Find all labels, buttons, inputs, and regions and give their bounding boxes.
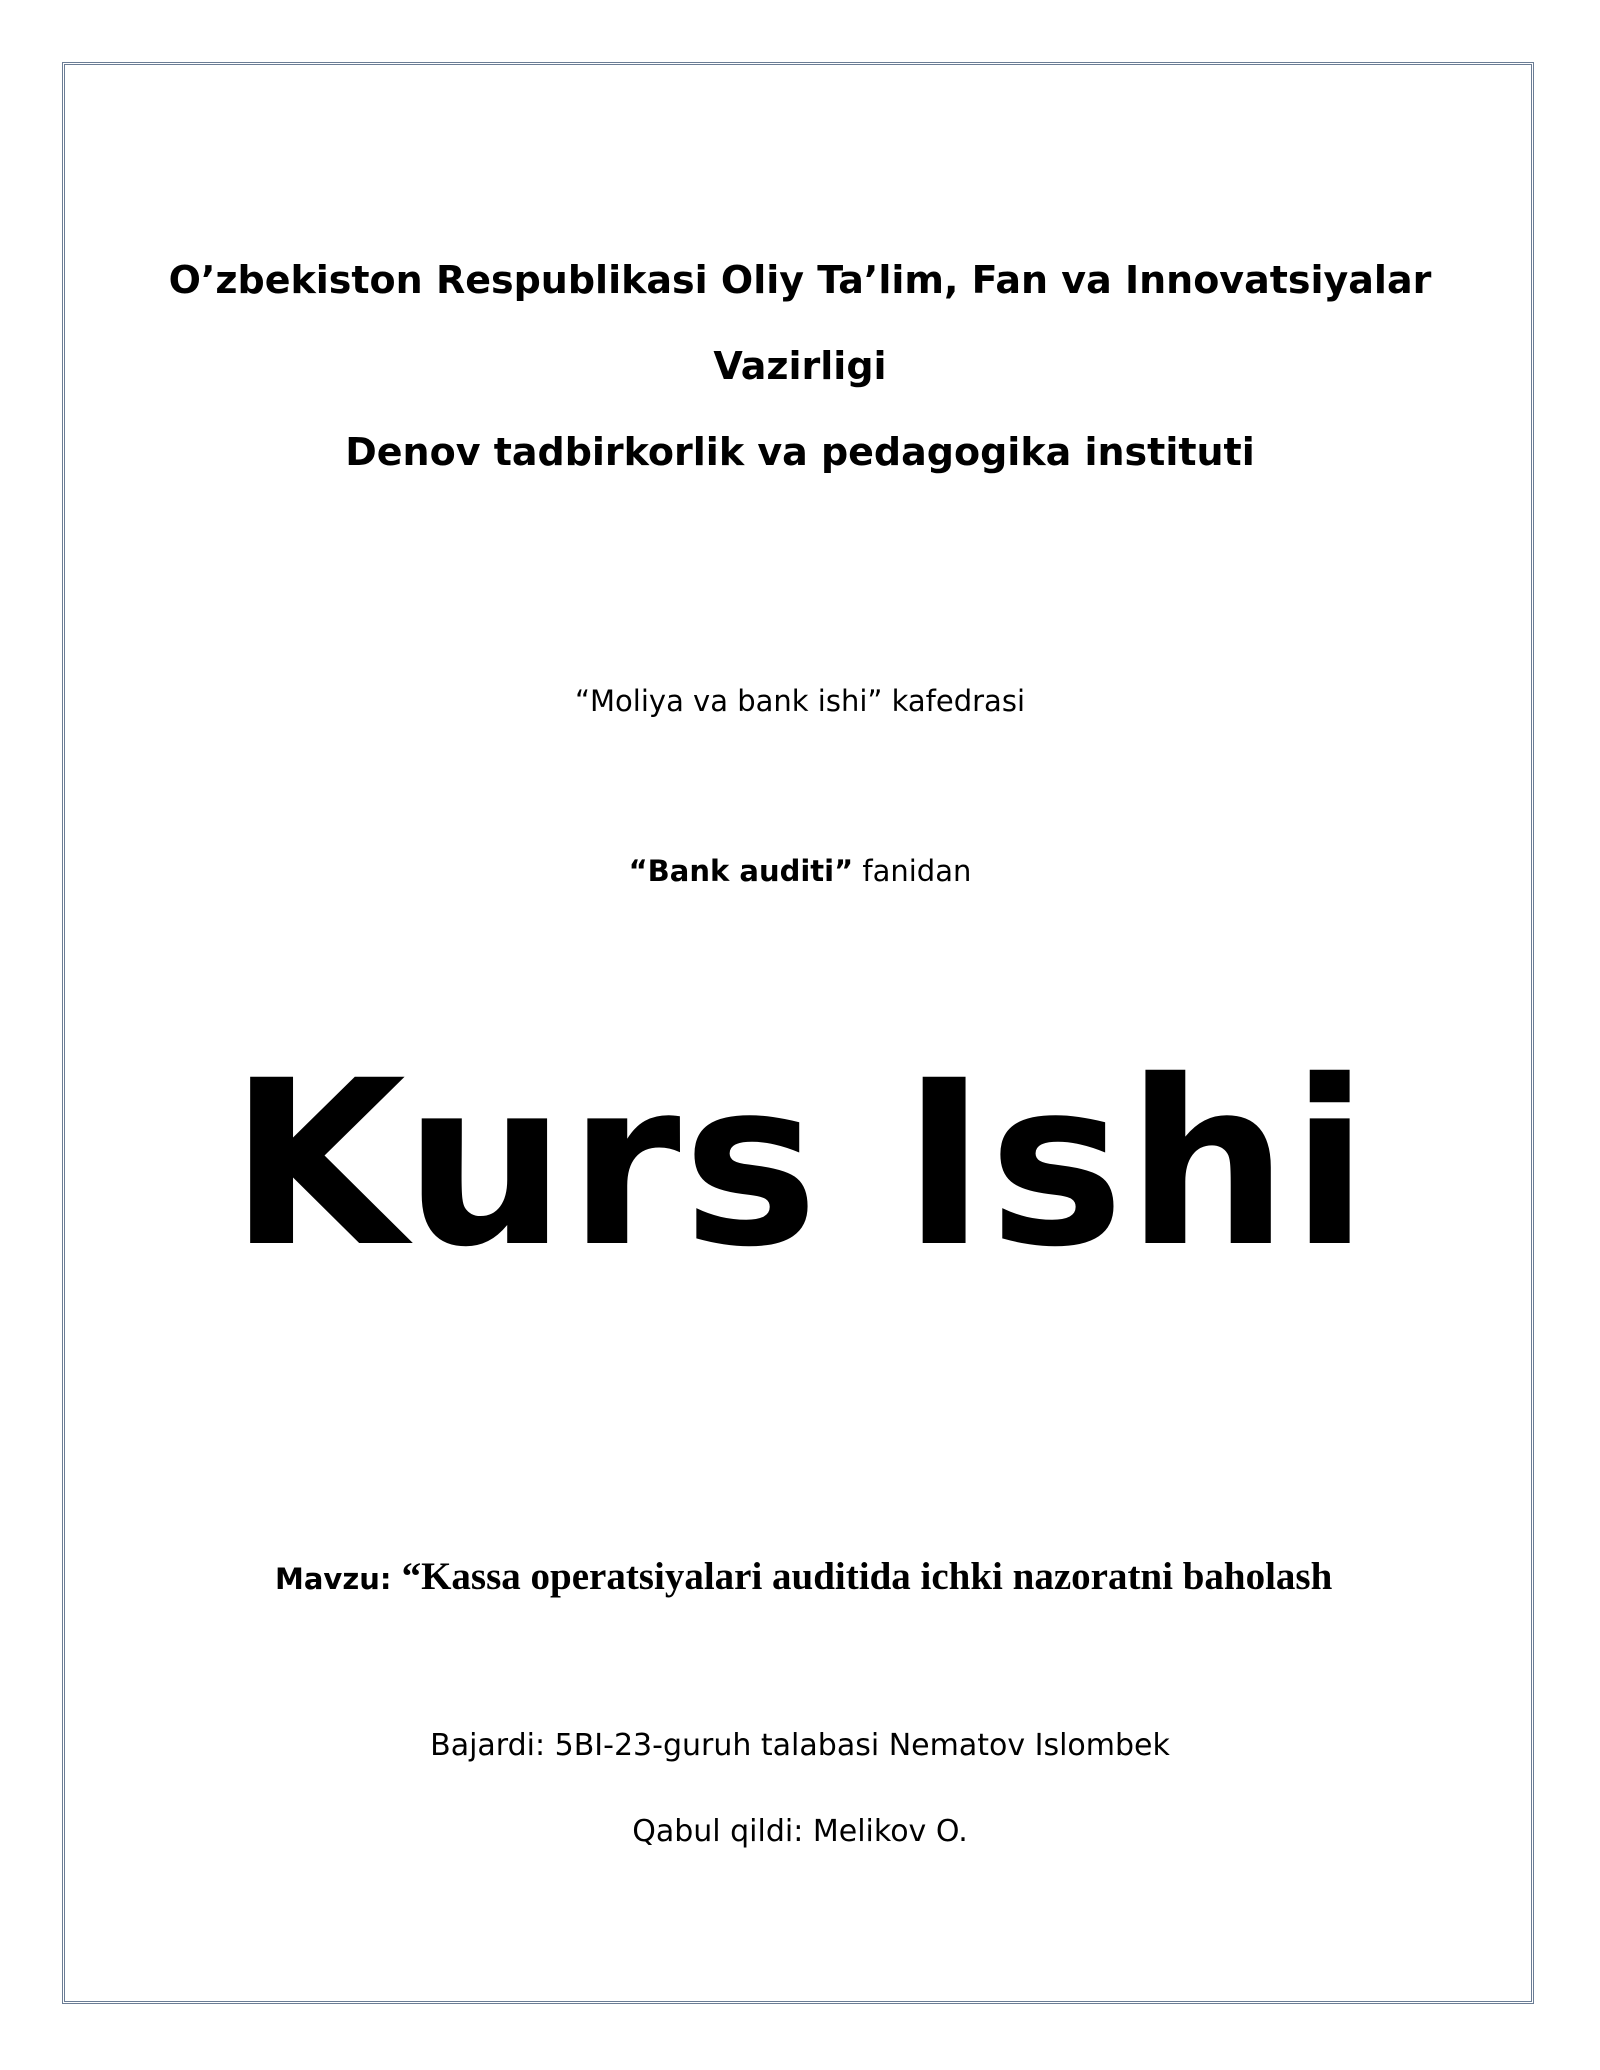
subject-suffix: fanidan [853,854,972,888]
subject-line [62,854,1538,888]
ministry-title-line1: O’zbekiston Respublikasi Oliy Ta’lim, Fan va Innovatsiyalar [168,258,1432,302]
ministry-title-line2: Vazirligi [713,344,887,388]
institute-name: Denov tadbirkorlik va pedagogika instituti [345,430,1255,474]
accepted-by-line: Qabul qildi: Melikov O. [632,1814,968,1849]
topic-text: “Kassa operatsiyalari auditida ichki nazoratni baholash [401,1555,1333,1598]
topic-label: Mavzu: [275,1562,402,1596]
subject-name: “Bank auditi” [628,854,854,888]
topic-line [275,1554,1332,1599]
department-name: “Moliya va bank ishi” kafedrasi [575,684,1025,718]
performer-line: Bajardi: 5BI-23-guruh talabasi Nematov Islombek [430,1728,1170,1763]
document-title: Kurs Ishi [229,1031,1371,1297]
